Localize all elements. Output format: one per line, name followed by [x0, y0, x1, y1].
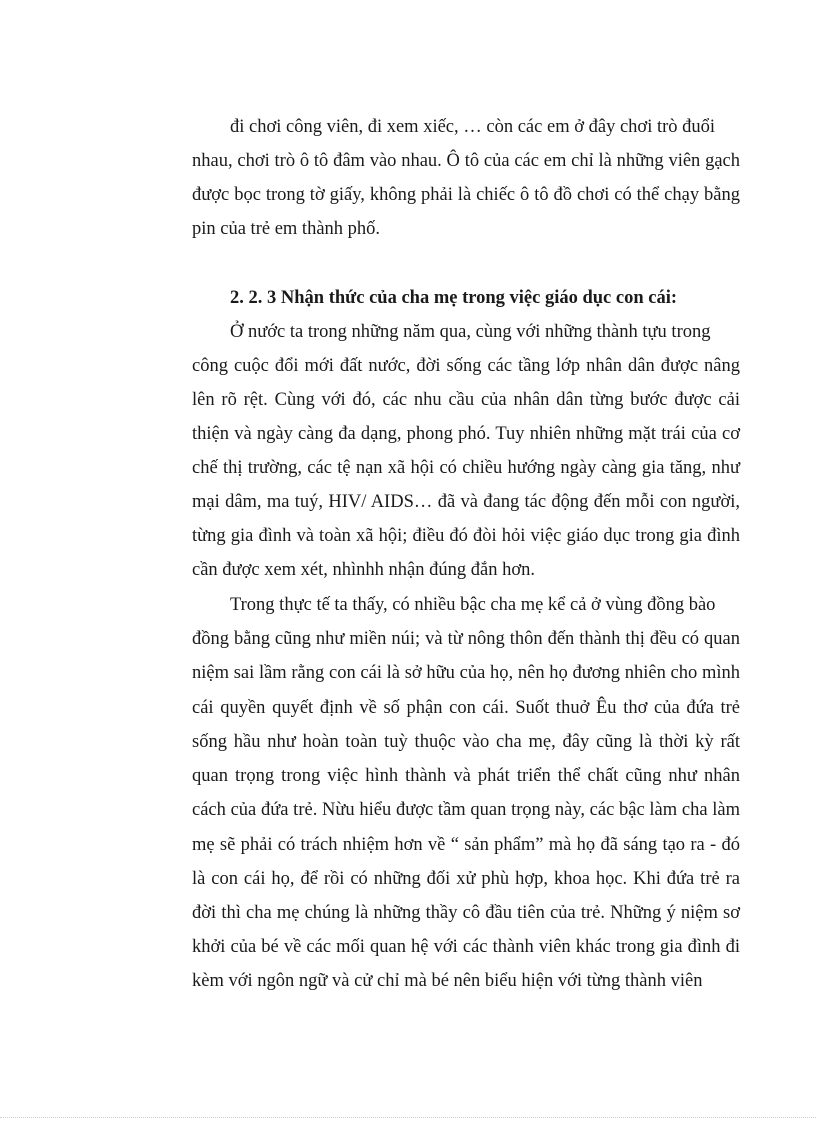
paragraph-line: cần được xem xét, nhìnhh nhận đúng đắn hơn.: [192, 560, 535, 580]
paragraph-line: pin của trẻ em thành phố.: [192, 219, 381, 239]
paragraph-line: được bọc trong tờ giấy, không phải là chiếc ô tô đồ chơi có thể chạy bằng: [192, 185, 740, 205]
paragraph-line: là con cái họ, để rồi có những đối xử phù hợp, khoa học. Khi đứa trẻ ra: [192, 869, 740, 889]
paragraph-line: mại dâm, ma tuý, HIV/ AIDS… đã và đang tác động đến mỗi con người,: [192, 492, 740, 512]
paragraph-line: cách của đứa trẻ. Nừu hiểu được tầm quan trọng này, các bậc làm cha làm: [192, 800, 740, 820]
paragraph-line: niệm sai lầm rằng con cái là sở hữu của họ, nên họ đương nhiên cho mình: [192, 663, 740, 683]
paragraph-line: chế thị trường, các tệ nạn xã hội có chiều hướng ngày càng gia tăng, như: [192, 458, 740, 478]
paragraph-line: đời thì cha mẹ chúng là những thầy cô đầu tiên của trẻ. Những ý niệm sơ: [192, 903, 740, 923]
paragraph-line: lên rõ rệt. Cùng với đó, các nhu cầu của nhân dân từng bước được cải: [192, 390, 740, 410]
paragraph-line: nhau, chơi trò ô tô đâm vào nhau. Ô tô của các em chỉ là những viên gạch: [192, 151, 740, 171]
paragraph-line: cái quyền quyết định về số phận con cái. Suốt thuở Êu thơ của đứa trẻ: [192, 698, 740, 718]
paragraph-line: khởi của bé về các mối quan hệ với các thành viên khác trong gia đình đi: [192, 937, 740, 957]
paragraph-line: sống hầu như hoàn toàn tuỳ thuộc vào cha mẹ, đây cũng là thời kỳ rất: [192, 732, 740, 752]
paragraph-line: đi chơi công viên, đi xem xiếc, … còn các em ở đây chơi trò đuổi: [230, 117, 716, 137]
paragraph-line: Trong thực tế ta thấy, có nhiều bậc cha mẹ kể cả ở vùng đồng bào: [230, 595, 716, 615]
section-heading: 2. 2. 3 Nhận thức của cha mẹ trong việc giáo dục con cái:: [230, 288, 678, 308]
page-bottom-divider: [0, 1117, 816, 1118]
paragraph-line: từng gia đình và toàn xã hội; điều đó đòi hỏi việc giáo dục trong gia đình: [192, 526, 740, 546]
paragraph-line: Ở nước ta trong những năm qua, cùng với những thành tựu trong: [230, 322, 711, 342]
paragraph-line: quan trọng trong việc hình thành và phát triển thể chất cũng như nhân: [192, 766, 740, 786]
paragraph-line: thiện và ngày càng đa dạng, phong phó. Tuy nhiên những mặt trái của cơ: [192, 424, 740, 444]
paragraph-line: đồng bằng cũng như miền núi; và từ nông thôn đến thành thị đều có quan: [192, 629, 740, 649]
paragraph-line: công cuộc đổi mới đất nước, đời sống các tầng lớp nhân dân được nâng: [192, 356, 740, 376]
paragraph-line: kèm với ngôn ngữ và cử chỉ mà bé nên biểu hiện với từng thành viên: [192, 971, 703, 991]
paragraph-line: mẹ sẽ phải có trách nhiệm hơn về “ sản phẩm” mà họ đã sáng tạo ra - đó: [192, 835, 740, 855]
